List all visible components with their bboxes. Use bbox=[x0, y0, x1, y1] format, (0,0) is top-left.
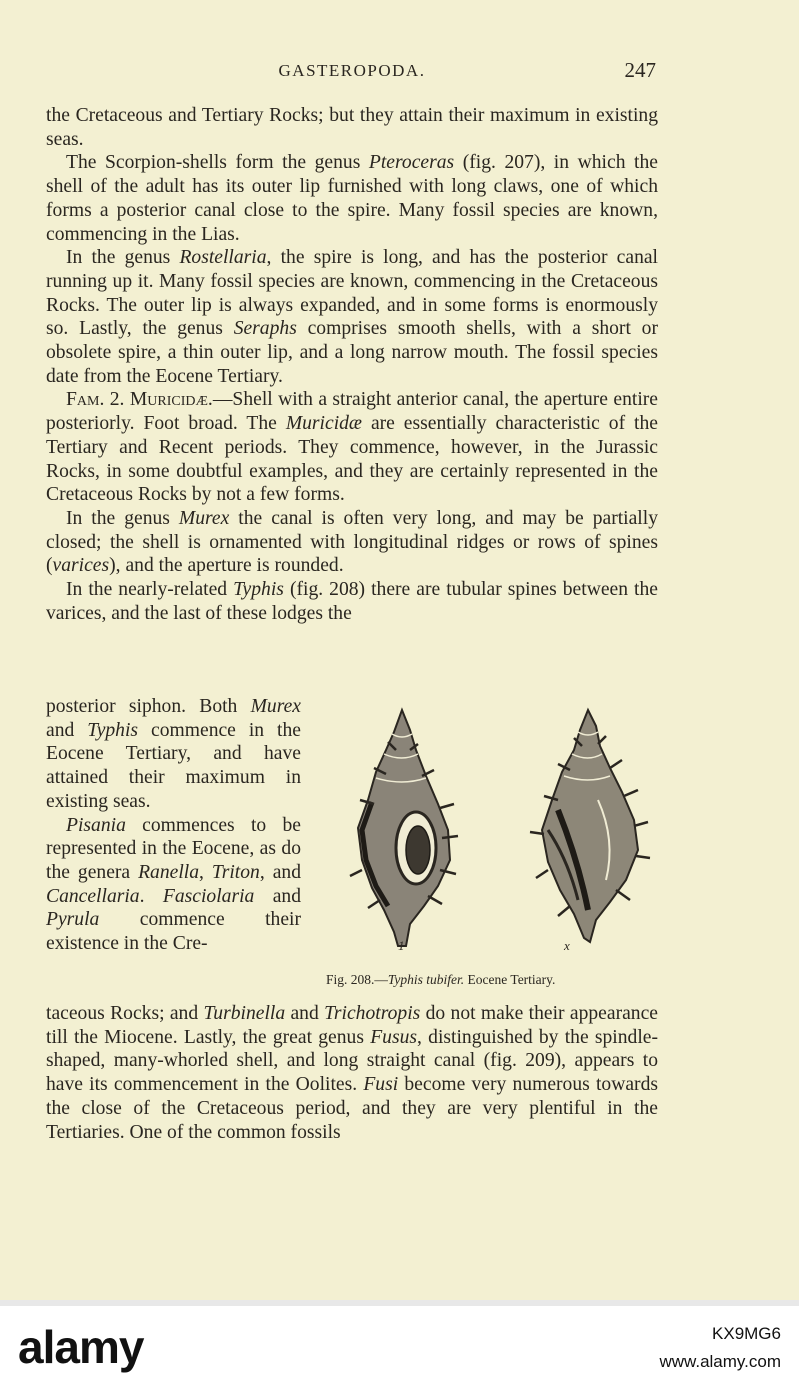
text-run: posterior siphon. Both bbox=[46, 696, 251, 717]
genus-name: Rostellaria bbox=[179, 247, 267, 269]
lower-text bbox=[46, 1002, 658, 1144]
shell-right bbox=[530, 710, 650, 942]
paragraph-3 bbox=[46, 246, 658, 388]
text-run: commence their existence in the Cre- bbox=[46, 909, 301, 955]
page-header bbox=[46, 58, 658, 88]
text-run: ), and the aperture is rounded. bbox=[109, 555, 344, 577]
text-run: (fig. 208) there are tubular spines between the varices, and the last of these lodges the bbox=[46, 579, 658, 624]
text-run: and bbox=[46, 719, 88, 741]
genus-name: Pteroceras bbox=[368, 152, 455, 174]
text-run: and bbox=[254, 885, 301, 907]
text-run: In the genus bbox=[66, 507, 179, 529]
paragraph-6 bbox=[46, 578, 658, 625]
site-url[interactable]: www.alamy.com bbox=[659, 1352, 781, 1371]
term: varices bbox=[52, 555, 110, 577]
genus-name: Pisania bbox=[66, 814, 126, 836]
text-run: , and bbox=[259, 861, 301, 883]
shell-figure bbox=[320, 700, 665, 1000]
image-id: KX9MG6 bbox=[712, 1324, 781, 1343]
text-run: comprises smooth shells, with a short or obsolete spire, a thin outer lip, and a long narrow mouth. The fossil species date from the Eocene Tertiary. bbox=[46, 318, 658, 387]
paragraph-8 bbox=[46, 814, 301, 956]
paragraph-2 bbox=[46, 151, 658, 246]
genus-name: Cancellaria bbox=[46, 885, 140, 907]
genus-name: Murex bbox=[250, 696, 301, 717]
family-name: Muricidæ bbox=[285, 413, 363, 435]
caption-prefix: Fig. 208.— bbox=[326, 972, 388, 987]
figure-label-left: 1 bbox=[398, 938, 405, 953]
figure-label-right: x bbox=[564, 938, 570, 953]
genus-name: Fasciolaria bbox=[162, 885, 255, 907]
caption-suffix: Eocene Tertiary. bbox=[464, 972, 556, 987]
brand-logo: alamy bbox=[18, 1321, 144, 1373]
text-run: are essentially characteristic of the Tertiary and Recent periods. They commence, however, in the Jurassic Rocks, in some doubtful examples, and they are certainly represented in the Cretaceous Rocks by not a few forms. bbox=[46, 413, 658, 506]
text-run: become very numerous towards the close of the Cretaceous period, and they are very plentiful in the Tertiaries. One of the common fossils bbox=[46, 1074, 658, 1143]
genus-name: Typhis bbox=[233, 579, 284, 601]
stock-footer bbox=[0, 1300, 799, 1390]
text-run: In the nearly-related bbox=[66, 579, 234, 601]
wrapped-text bbox=[46, 695, 301, 956]
typhis-shell-illustration bbox=[320, 700, 665, 970]
caption-species: Typhis tubifer. bbox=[387, 972, 465, 987]
text-run: and bbox=[285, 1003, 325, 1024]
text-run: (fig. 207), in which the shell of the adult has its outer lip furnished with long claws, one of which forms a posterior canal close to the spire. Many fossil species are known, commencing in the Lias. bbox=[46, 152, 658, 245]
genus-name: Murex bbox=[178, 507, 230, 529]
text-run: In the genus bbox=[66, 247, 180, 269]
genus-name: Seraphs bbox=[233, 318, 297, 340]
text-run: The Scorpion-shells form the genus bbox=[66, 152, 369, 174]
text-run: , bbox=[199, 861, 212, 883]
genus-name: Trichotropis bbox=[324, 1003, 421, 1024]
text-run: —Shell with a straight anterior canal, the aperture entire posteriorly. Foot broad. The bbox=[46, 389, 658, 435]
text-run: the canal is often very long, and may be partially closed; the shell is ornamented with longitudinal ridges or rows of spines ( bbox=[46, 507, 658, 577]
footer-band bbox=[0, 1300, 799, 1306]
text-run: , distinguished by the spindle-shaped, many-whorled shell, and long straight canal (fig. 209), appears to have its commencement in the Oolites. bbox=[46, 1026, 658, 1096]
paragraph-9 bbox=[46, 1002, 658, 1144]
genus-name: Turbinella bbox=[203, 1003, 286, 1024]
paragraph-7 bbox=[46, 695, 301, 814]
text-run: . bbox=[139, 885, 163, 907]
shell-left bbox=[350, 710, 458, 946]
text-run: do not make their appearance till the Miocene. Lastly, the great genus bbox=[46, 1003, 658, 1048]
body-text bbox=[46, 104, 658, 625]
running-head: GASTEROPODA. bbox=[278, 61, 426, 80]
text-run: , the spire is long, and has the posterior canal running up it. Many fossil species are known, commencing in the Cretaceous Rocks. The outer lip is always expanded, and in some forms is enormously so. Lastly, the genus bbox=[46, 247, 659, 340]
text-run: the Cretaceous and Tertiary Rocks; but they attain their maximum in existing seas. bbox=[46, 105, 658, 150]
family-heading: Fam. 2. Muricidæ. bbox=[66, 389, 213, 411]
text-run: taceous Rocks; and bbox=[46, 1003, 204, 1024]
text-run: commence in the Eocene Tertiary, and have attained their maximum in existing seas. bbox=[46, 719, 301, 812]
paragraph-1 bbox=[46, 104, 658, 151]
page-number: 247 bbox=[624, 58, 656, 82]
figure-caption bbox=[326, 972, 656, 988]
genus-name: Fusus bbox=[370, 1026, 418, 1048]
paragraph-4 bbox=[46, 388, 658, 507]
paragraph-5 bbox=[46, 507, 658, 578]
genus-name: Pyrula bbox=[46, 909, 100, 931]
genus-name: Triton bbox=[211, 861, 260, 883]
text-run: commences to be represented in the Eocene, as do the genera bbox=[46, 814, 301, 883]
genus-name: Ranella bbox=[138, 861, 200, 883]
genus-name: Fusi bbox=[363, 1074, 399, 1096]
genus-name: Typhis bbox=[87, 719, 139, 741]
